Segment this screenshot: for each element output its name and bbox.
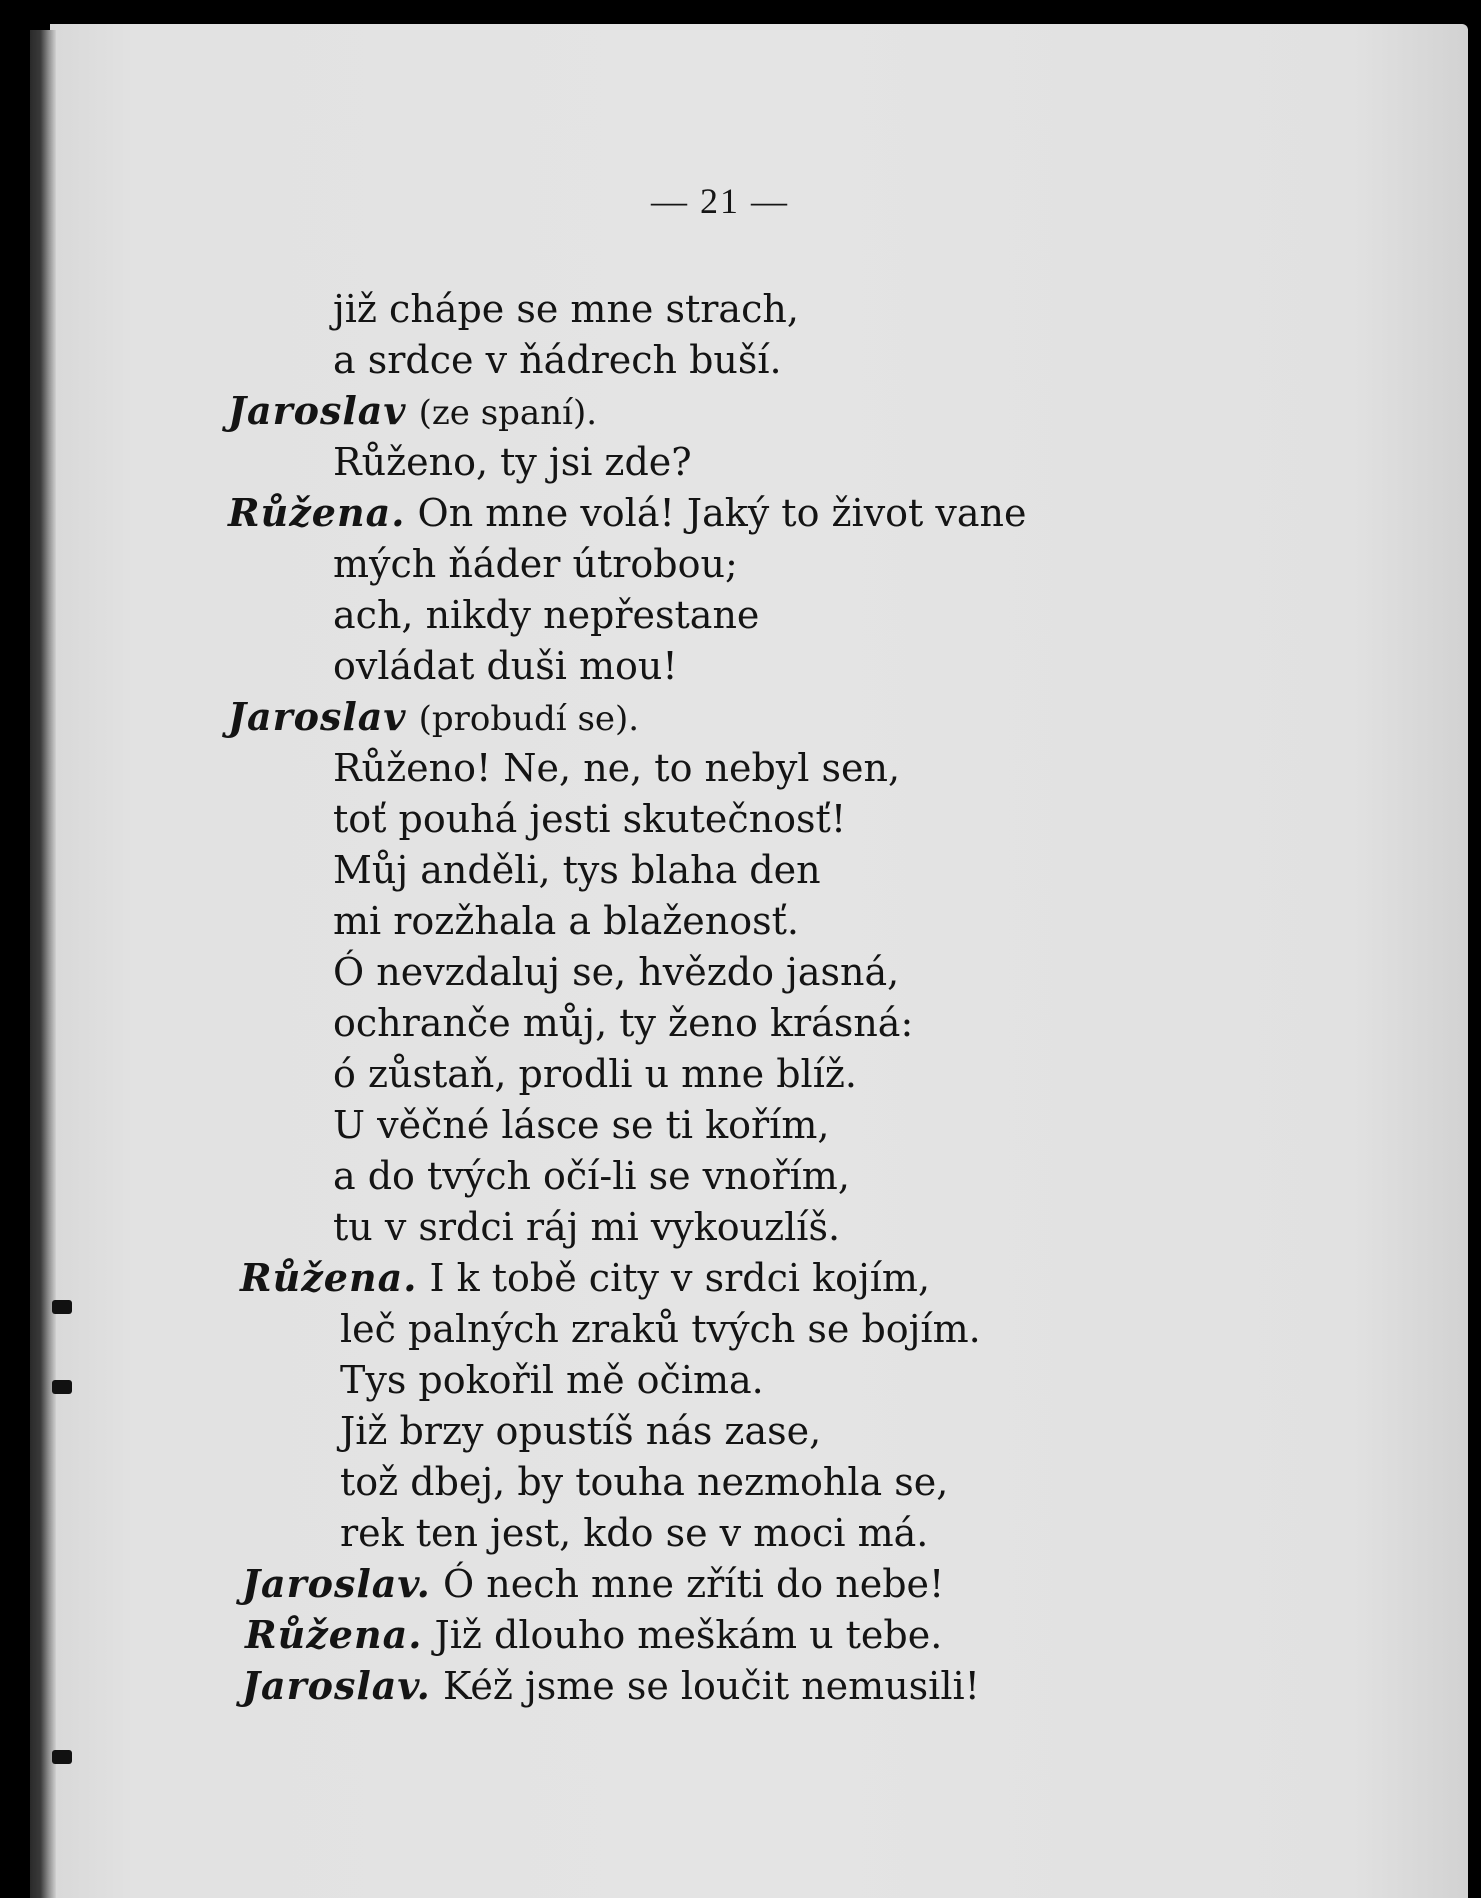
verse-line: Ó nevzdaluj se, hvězdo jasná,: [333, 950, 900, 994]
verse-text: I k tobě city v srdci kojím,: [429, 1256, 931, 1300]
verse-line: Růženo! Ne, ne, to nebyl sen,: [333, 746, 901, 790]
speaker-line: [228, 694, 640, 739]
verse-line: a do tvých očí-li se vnořím,: [333, 1154, 850, 1198]
speaker-name: Jaroslav.: [242, 1663, 431, 1708]
verse-line: tož dbej, by touha nezmohla se,: [340, 1460, 949, 1504]
speaker-line: [242, 1663, 980, 1708]
speaker-name: Jaroslav: [228, 694, 407, 739]
verse-line: Již brzy opustíš nás zase,: [340, 1409, 822, 1453]
stage-direction: (probudí se).: [418, 699, 640, 739]
speaker-line: [242, 1561, 945, 1606]
verse-line: leč palných zraků tvých se bojím.: [340, 1307, 981, 1351]
verse-line: ó zůstaň, prodli u mne blíž.: [333, 1052, 857, 1096]
stage-direction: (ze spaní).: [418, 393, 598, 433]
speaker-line: [228, 490, 1027, 535]
verse-line: Můj anděli, tys blaha den: [333, 848, 821, 892]
verse-line: Růženo, ty jsi zde?: [333, 440, 692, 484]
verse-line: toť pouhá jesti skutečnosť!: [333, 797, 847, 841]
verse-line: již chápe se mne strach,: [333, 287, 799, 331]
verse-line: Tys pokořil mě očima.: [340, 1358, 764, 1402]
verse-line: U věčné lásce se ti kořím,: [333, 1103, 830, 1147]
page-number: — 21 —: [651, 181, 789, 221]
speaker-name: Růžena.: [240, 1255, 418, 1300]
verse-text: On mne volá! Jaký to život vane: [417, 491, 1027, 535]
speaker-line: [245, 1612, 943, 1657]
verse-text: Již dlouho meškám u tebe.: [434, 1613, 943, 1657]
verse-line: ovládat duši mou!: [333, 644, 678, 688]
verse-line: tu v srdci ráj mi vykouzlíš.: [333, 1205, 841, 1249]
verse-text: Ó nech mne zříti do nebe!: [443, 1562, 945, 1606]
speaker-name: Růžena.: [228, 490, 406, 535]
speaker-line: [240, 1255, 931, 1300]
verse-line: mi rozžhala a blaženosť.: [333, 899, 799, 943]
verse-text: Kéž jsme se loučit nemusili!: [443, 1664, 980, 1708]
verse-line: rek ten jest, kdo se v moci má.: [340, 1511, 929, 1555]
verse-line: ach, nikdy nepřestane: [333, 593, 760, 637]
speaker-name: Jaroslav.: [242, 1561, 431, 1606]
speaker-line: [228, 388, 598, 433]
speaker-name: Růžena.: [245, 1612, 423, 1657]
verse-line: mých ňáder útrobou;: [333, 542, 738, 586]
verse-line: a srdce v ňádrech buší.: [333, 338, 782, 382]
verse-line: ochranče můj, ty ženo krásná:: [333, 1001, 914, 1045]
speaker-name: Jaroslav: [228, 388, 407, 433]
